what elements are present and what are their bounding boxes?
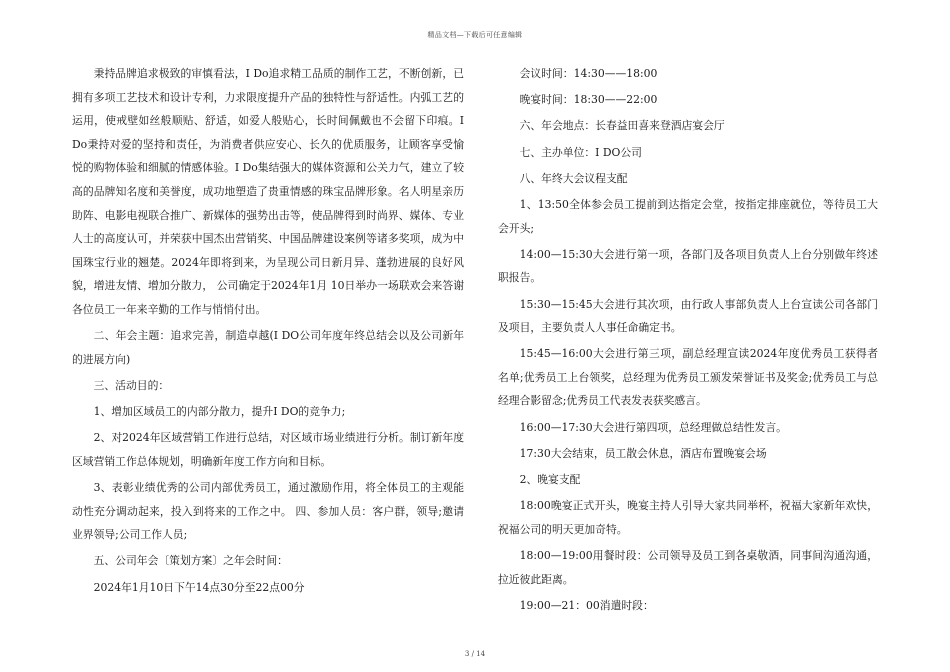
paragraph-time-heading: 五、公司年会〔策划方案〕之年会时间： xyxy=(93,554,288,568)
paragraph-brand-intro: 秉持品牌追求极致的审慎看法，I Do追求精工品质的制作工艺，不断创新，已拥有多项工艺技术和设计专利，力求限度提升产品的独特性与舒适性。内弧工艺的运用，使戒壁如丝般顺贴、舒适，如爱人般贴心，长时间佩戴也不会留下印痕。I Do秉持对爱的坚持和责任，为消费者供应安心、长久的优质服务，让顾客享受愉悦的购物体验和细腻的情感体验。I Do集结强大的媒体资源和公关力气，建立了较高的品牌知名度和美誉度，成功地塑造了贵重情感的珠宝品牌形象。名人明星亲历助阵、电影电视联合推广、新媒体的强势出击等，使品牌得到时尚界、媒体、专业人士的高度认可，并荣获中国杰出营销奖、中国品牌建设案例等诸多奖项，成为中国珠宝行业的翘楚。2024年即将到来，为呈现公司日新月异、蓬勃进展的良好风貌，增进友情、增加分散力， 公司确定于2024年1月 10日举办一场联欢会来答谢各位员工一年来辛勤的工作与悄悄付出。 xyxy=(72,67,464,316)
paragraph-banquet-time: 晚宴时间：18:30——22:00 xyxy=(519,93,658,107)
paragraph-purpose-3: 3、表彰业绩优秀的公司内部优秀员工，通过激励作用，将全体员工的主观能动性充分调动起来，投入到将来的工作之中。 四、参加人员：客户群，领导;邀请业界领导;公司工作人员; xyxy=(72,481,464,542)
right-column xyxy=(498,62,878,620)
paragraph-agenda-heading: 八、年终大会议程支配 xyxy=(519,171,628,185)
paragraph-agenda-2: 14:00—15:30大会进行第一项，各部门及各项目负责人上台分别做年终述职报告。 xyxy=(498,247,878,285)
paragraph-meeting-time: 会议时间：14:30——18:00 xyxy=(519,67,658,80)
paragraph-agenda-1: 1、13:50全体参会员工提前到达指定会堂，按指定排座就位，等待员工大会开头; xyxy=(498,197,878,235)
paragraph-agenda-6: 17:30大会结束，员工散会休息，酒店布置晚宴会场 xyxy=(519,446,767,460)
paragraph-agenda-5: 16:00—17:30大会进行第四项，总经理做总结性发言。 xyxy=(519,420,787,434)
paragraph-purpose-1: 1、增加区域员工的内部分散力，提升I DO的竞争力; xyxy=(93,405,346,419)
paragraph-agenda-3: 15:30—15:45大会进行其次项，由行政人事部负责人上台宣读公司各部门及项目，主要负责人人事任命确定书。 xyxy=(498,297,878,335)
paragraph-purpose-2: 2、对2024年区域营销工作进行总结，对区域市场业绩进行分析。制订新年度区域营销工作总体规划，明确新年度工作方向和目标。 xyxy=(72,431,464,468)
paragraph-purpose-heading: 三、活动目的： xyxy=(93,378,170,392)
paragraph-banquet-3: 19:00—21：00消遣时段： xyxy=(519,598,654,612)
paragraph-banquet-heading: 2、晚宴支配 xyxy=(519,473,581,487)
paragraph-venue: 六、年会地点：长春益田喜来登酒店宴会厅 xyxy=(519,119,725,133)
paragraph-theme: 二、年会主题：追求完善，制造卓越(I DO公司年度年终总结会以及公司新年的进展方向) xyxy=(72,329,464,366)
paragraph-organizer: 七、主办单位：I DO公司 xyxy=(519,145,642,159)
paragraph-date: 2024年1月10日下午14点30分至22点00分 xyxy=(93,580,305,594)
paragraph-banquet-1: 18:00晚宴正式开头，晚宴主持人引导大家共同举杯，祝福大家新年欢快，祝福公司的明天更加奇特。 xyxy=(498,499,878,536)
paragraph-banquet-2: 18:00—19:00用餐时段：公司领导及员工到各桌敬酒，同事间沟通沟通，拉近彼此距离。 xyxy=(498,549,878,586)
page-header: 精品文档—下载后可任意编辑 xyxy=(427,31,523,39)
paragraph-agenda-4: 15:45—16:00大会进行第三项，副总经理宣读2024年度优秀员工获得者名单;优秀员工上台领奖，总经理为优秀员工颁发荣誉证书及奖金;优秀员工与总经理合影留念;优秀员工代表发表获奖感言。 xyxy=(498,347,878,408)
page-number: 3 / 14 xyxy=(464,650,486,658)
left-column xyxy=(72,62,464,602)
